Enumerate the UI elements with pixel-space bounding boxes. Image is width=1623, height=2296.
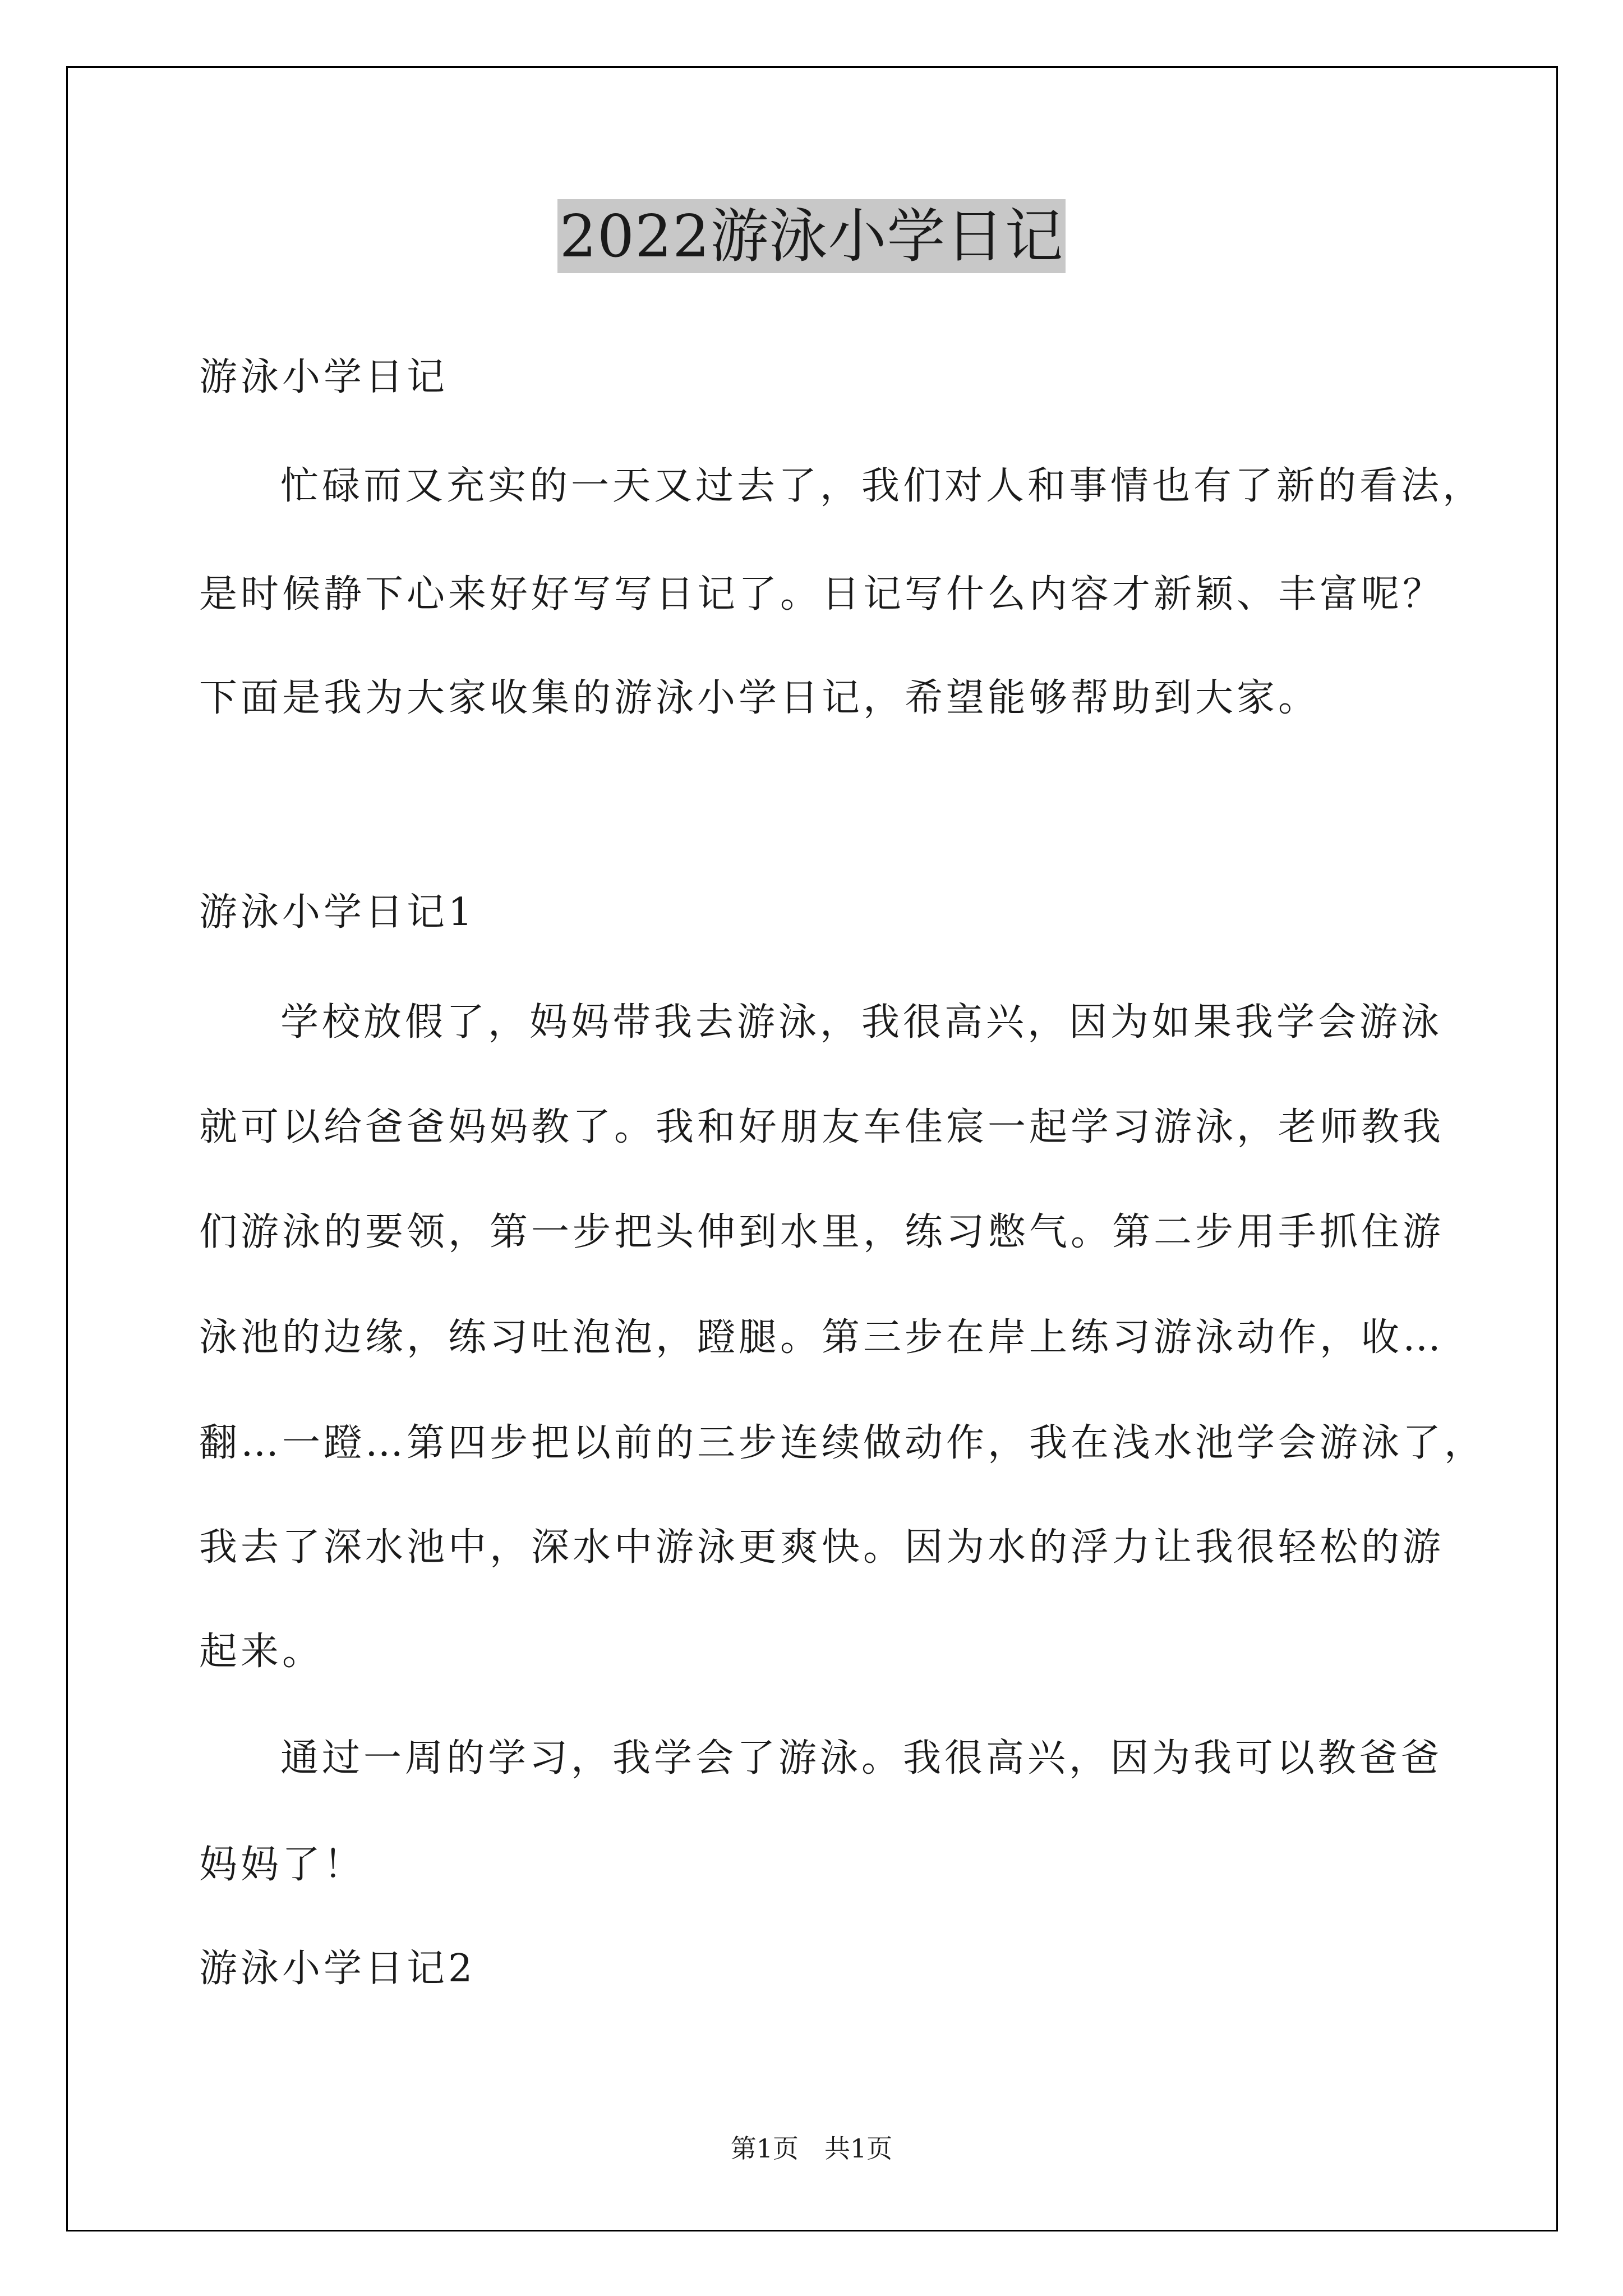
section-heading-1: 游泳小学日记1 xyxy=(199,890,476,935)
section1-para2-line-2: 妈妈了！ xyxy=(199,1843,366,1887)
section1-para1-line-6: 我去了深水池中，深水中游泳更爽快。因为水的浮力让我很轻松的游 xyxy=(199,1525,1445,1570)
section1-para1-line-7: 起来。 xyxy=(199,1630,324,1674)
intro-line-1: 忙碌而又充实的一天又过去了，我们对人和事情也有了新的看法， xyxy=(280,464,1484,508)
section-heading-2: 游泳小学日记2 xyxy=(199,1947,476,1991)
section1-para1-line-4: 泳池的边缘，练习吐泡泡，蹬腿。第三步在岸上练习游泳动作，收… xyxy=(199,1315,1445,1360)
section1-para1-line-2: 就可以给爸爸妈妈教了。我和好朋友车佳宸一起学习游泳，老师教我 xyxy=(199,1105,1445,1149)
intro-line-3: 下面是我为大家收集的游泳小学日记，希望能够帮助到大家。 xyxy=(199,676,1320,720)
section1-para2-line-1: 通过一周的学习，我学会了游泳。我很高兴，因为我可以教爸爸 xyxy=(280,1736,1443,1780)
page-number-footer: 第1页 共1页 xyxy=(730,2133,893,2164)
section1-para1-line-5: 翻…一蹬…第四步把以前的三步连续做动作，我在浅水池学会游泳了， xyxy=(199,1421,1486,1465)
document-title: 2022游泳小学日记 xyxy=(557,199,1066,273)
title-container xyxy=(0,199,1623,273)
intro-line-2: 是时候静下心来好好写写日记了。日记写什么内容才新颖、丰富呢？ xyxy=(199,572,1445,616)
section1-para1-line-1: 学校放假了，妈妈带我去游泳，我很高兴，因为如果我学会游泳 xyxy=(280,1000,1443,1045)
document-subtitle: 游泳小学日记 xyxy=(199,355,449,399)
section1-para1-line-3: 们游泳的要领，第一步把头伸到水里，练习憋气。第二步用手抓住游 xyxy=(199,1210,1445,1254)
